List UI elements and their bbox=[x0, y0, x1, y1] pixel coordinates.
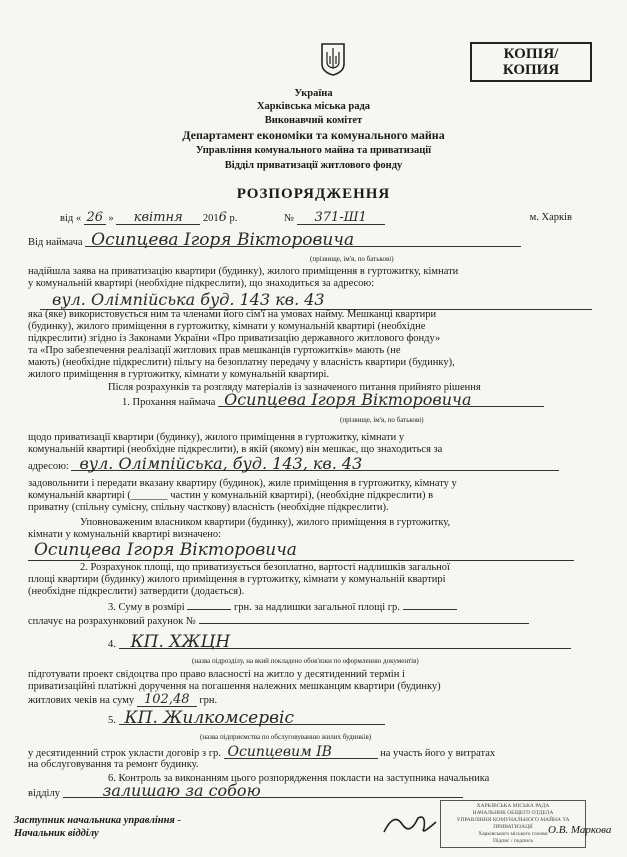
p7-line-2 bbox=[28, 781, 588, 800]
order-day: 26 bbox=[84, 212, 106, 225]
p1-line-6: та «Про забезпечення реалізації житлових прав мешканців гуртожитків» мають (не bbox=[28, 345, 401, 356]
p4-account-label: сплачує на розрахунковий рахунок № bbox=[28, 616, 196, 627]
p2-line-1: щодо приватизації квартири (будинку), жилого приміщення в гуртожитку, кімнати у bbox=[28, 432, 405, 443]
p4-sum-blank bbox=[187, 609, 231, 610]
copy-stamp-line-2: КОПИЯ bbox=[502, 62, 560, 78]
header-directorate: Управління комунального майна та приватизації bbox=[195, 145, 432, 156]
order-city: м. Харків bbox=[529, 212, 572, 223]
p2-line-2: комунальній квартирі (необхідне підкреслити), в якій (якому) він мешкає, що знаходиться за bbox=[28, 444, 443, 455]
signatory-title-1: Заступник начальника управління - bbox=[14, 815, 181, 826]
p1-line-3: яка (яке) використовується ним та членами його сім'ї на умовах найму. Мешканці квартири bbox=[28, 309, 437, 320]
address-line-2 bbox=[28, 454, 588, 473]
date-prefix: від « bbox=[60, 213, 82, 224]
hint-name-2: (прізвище, ім'я, по батькові) bbox=[340, 416, 424, 424]
p6-person: Осипцевим ІВ bbox=[224, 746, 378, 759]
p3-line-3: (необхідне підкреслити) затвердити (додається). bbox=[28, 586, 245, 597]
coat-of-arms-icon bbox=[320, 42, 346, 76]
year-suffix: р. bbox=[229, 213, 238, 224]
item-1-label: 1. Прохання наймача bbox=[122, 397, 216, 408]
p2-line-5: комунальній квартирі (_______ частин у комунальній квартирі), (необхідне підкреслити) в bbox=[28, 490, 434, 501]
owner-name: Осипцева Ігоря Вікторовича bbox=[28, 540, 574, 561]
p3-line-2: площі квартири (будинку) жилого приміщення в гуртожитку, кімнати у комунальній квартирі bbox=[28, 574, 446, 585]
address-label: адресою: bbox=[28, 461, 69, 472]
owner-line-2: кімнати у комунальній квартирі визначено: bbox=[28, 529, 222, 540]
header-committee: Виконавчий комітет bbox=[264, 115, 363, 126]
date-mid: » bbox=[108, 213, 114, 224]
order-line bbox=[60, 212, 580, 228]
p7-hand: залишаю за собою bbox=[63, 785, 463, 798]
order-number: 371-Ш1 bbox=[297, 212, 385, 225]
address-1: вул. Олімпійська буд. 143 кв. 43 bbox=[40, 290, 592, 310]
item-1-tenant: Осипцева Ігоря Вікторовича bbox=[218, 394, 544, 407]
header-department: Департамент економіки та комунального майна bbox=[182, 128, 445, 142]
p2-line-4: задовольнити і передати вказану квартиру (будинок), жиле приміщення в гуртожитку, кімнату у bbox=[28, 478, 457, 489]
item-5-hint: (назва підприємства по обслуговуванню жилих будинків) bbox=[200, 733, 372, 741]
p5-currency: грн. bbox=[199, 695, 218, 706]
tenant-name: Осипцева Ігоря Вікторовича bbox=[85, 234, 521, 247]
p4-person-blank bbox=[403, 609, 457, 610]
p2-line-6: приватну (спільну сумісну, спільну часткову) власність (необхідне підкреслити). bbox=[28, 502, 389, 513]
p3-line-1: 2. Розрахунок площі, що приватизується безоплатно, вартості надлишків загальної bbox=[80, 562, 450, 573]
p4-line-1 bbox=[108, 602, 588, 614]
header-division: Відділ приватизації житлового фонду bbox=[224, 160, 403, 171]
p4-account-blank bbox=[199, 623, 529, 624]
year-prefix: 201 bbox=[202, 213, 219, 224]
p1-line-5: підкреслити) згідно із Законами України «Про приватизацію державного житлового фонду» bbox=[28, 333, 441, 344]
p6-line-2: на обслуговування та ремонт будинку. bbox=[28, 759, 199, 770]
signatory-title-2: Начальник відділу bbox=[14, 828, 99, 839]
item-4-org: КП. ХЖЦН bbox=[119, 636, 571, 649]
p7-line-1: 6. Контроль за виконанням цього розпорядження покласти на заступника начальника bbox=[108, 773, 490, 784]
header-council: Харківська міська рада bbox=[256, 101, 371, 112]
year-hand: 6 bbox=[218, 210, 227, 225]
round-stamp-line-4: Харківського міського голови bbox=[478, 831, 548, 837]
item-5-num: 5. bbox=[108, 715, 116, 726]
address-2: вул. Олімпійська, буд. 143, кв. 43 bbox=[71, 458, 559, 471]
p1-line-8: жилого приміщення в гуртожитку, кімнати у комунальній квартирі. bbox=[28, 369, 330, 380]
copy-stamp-line-1: КОПІЯ/ bbox=[503, 46, 559, 62]
round-stamp-line-5: Підпис / подпись bbox=[492, 838, 534, 844]
from-label: Від наймача bbox=[28, 237, 83, 248]
p5-line-1: підготувати проект свідоцтва про право власності на житло у десятиденний термін і bbox=[28, 669, 405, 680]
p4-line-2 bbox=[28, 616, 588, 628]
header-country: Україна bbox=[294, 88, 333, 99]
from-line bbox=[28, 230, 588, 250]
decision-intro: Після розрахунків та розгляду матеріалів із зазначеного питання прийнято рішення bbox=[108, 382, 481, 393]
p4-sum-label: 3. Суму в розмірі bbox=[108, 602, 185, 613]
round-stamp-line-1: ХАРКІВСЬКА МІСЬКА РАДА bbox=[476, 803, 550, 809]
p5-amount: 102,48 bbox=[137, 694, 197, 707]
p1-line-7: мають) (необхідне підкреслити) пільгу на безоплатну передачу у власність квартири (будинку), bbox=[28, 357, 455, 368]
item-5-org: КП. Жилкомсервіс bbox=[119, 712, 385, 725]
p1-line-2: у комунальній квартирі (необхідне підкреслити), що знаходиться за адресою: bbox=[28, 278, 375, 289]
p6-contract-label: у десятиденний строк укласти договір з гр. bbox=[28, 748, 221, 759]
item-1-line bbox=[122, 390, 582, 409]
order-month: квітня bbox=[116, 212, 200, 225]
signatory-name: О.В. Маркова bbox=[548, 824, 612, 836]
round-stamp-line-2: НАЧАЛЬНИК ОБЩЕГО ОТДЕЛА bbox=[472, 810, 554, 816]
p5-line-2: приватизаційні платіжні доручення на погашення належних мешканцям квартири (будинку) bbox=[28, 681, 441, 692]
p5-line-3 bbox=[28, 694, 217, 707]
item-4-line bbox=[108, 632, 578, 652]
item-4-num: 4. bbox=[108, 639, 116, 650]
hint-name-1: (прізвище, ім'я, по батькові) bbox=[310, 255, 394, 263]
p6-line-1 bbox=[28, 746, 598, 760]
copy-stamp bbox=[470, 42, 592, 82]
document-title: РОЗПОРЯДЖЕННЯ bbox=[236, 186, 391, 202]
signature-icon bbox=[380, 808, 440, 838]
p1-line-4: (будинку), жилого приміщення в гуртожитку, кімнати у комунальній квартирі (необхідне bbox=[28, 321, 426, 332]
item-5-line bbox=[108, 708, 408, 728]
p4-sum-text: грн. за надлишки загальної площі гр. bbox=[233, 602, 400, 613]
p1-line-1: надійшла заява на приватизацію квартири (будинку), жилого приміщення в гуртожитку, кімнати bbox=[28, 266, 459, 277]
owner-intro: Уповноваженим власником квартири (будинку), жилого приміщення в гуртожитку, bbox=[80, 517, 451, 528]
item-4-hint: (назва підрозділу, на який покладено обов'язки по оформленню документів) bbox=[192, 657, 419, 665]
round-stamp-line-3: УПРАВЛІННЯ КОМУНАЛЬНОГО МАЙНА ТА ПРИВАТИЗАЦІЇ bbox=[456, 817, 570, 830]
p7-division-label: відділу bbox=[28, 788, 60, 799]
p6-participation: на участь його у витратах bbox=[380, 748, 496, 759]
p5-sum-label: житлових чеків на суму bbox=[28, 695, 135, 706]
order-no-label: № bbox=[284, 213, 295, 224]
